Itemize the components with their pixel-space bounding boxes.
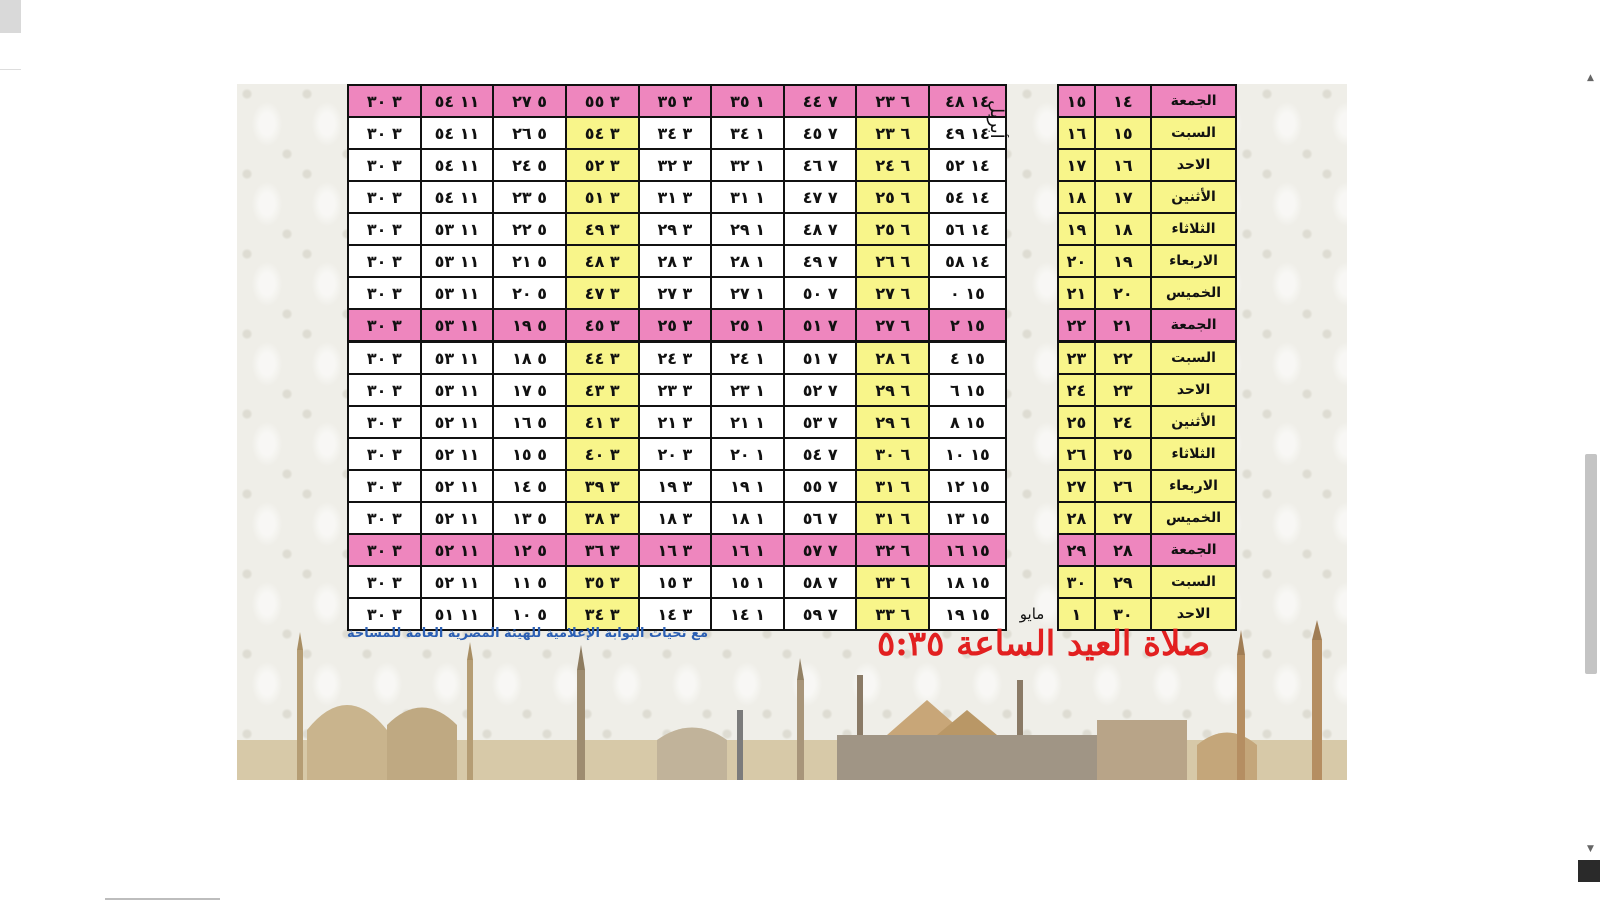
time-cell: ٧ ٥٩ [784, 598, 857, 630]
month-cell [1006, 181, 1058, 213]
prayer-times-table [347, 84, 1237, 631]
table-row [348, 342, 1236, 375]
scrollbar-thumb[interactable] [1585, 454, 1597, 674]
time-cell: ٥ ٢٧ [493, 85, 566, 117]
hijri-day-cell: ٢٥ [1095, 438, 1152, 470]
gregorian-day-cell: ١٨ [1058, 181, 1094, 213]
weekday-cell: الخميس [1151, 502, 1236, 534]
weekday-cell: السبت [1151, 117, 1236, 149]
time-cell: ٧ ٥٥ [784, 470, 857, 502]
time-cell: ٦ ٣١ [856, 502, 929, 534]
month-cell [1006, 277, 1058, 309]
time-cell: ٧ ٤٤ [784, 85, 857, 117]
time-cell: ٣ ٣٥ [639, 85, 712, 117]
prayer-timetable-image [237, 84, 1347, 780]
time-cell: ٣ ٣٠ [348, 149, 421, 181]
time-cell: ٣ ١٨ [639, 502, 712, 534]
time-cell: ١٤ ٥٦ [929, 213, 1006, 245]
time-cell: ١١ ٥٢ [421, 502, 494, 534]
hijri-day-cell: ٢٢ [1095, 342, 1152, 375]
eid-prayer-time: صلاة العيد الساعة ٥:٣٥ [877, 624, 1211, 664]
time-cell: ٣ ٣٠ [348, 85, 421, 117]
divider [0, 69, 21, 70]
time-cell: ٣ ٣٠ [348, 213, 421, 245]
time-cell: ٣ ٤٣ [566, 374, 639, 406]
credit-text: مع تحيات البوابة الإعلامية للهيئة المصرية العامة للمساحة [347, 626, 708, 641]
time-cell: ٦ ٢٩ [856, 406, 929, 438]
time-cell: ٣ ٣٠ [348, 534, 421, 566]
hijri-day-cell: ٢٣ [1095, 374, 1152, 406]
time-cell: ٣ ٤١ [566, 406, 639, 438]
month-cell: مايو [1006, 598, 1058, 630]
hijri-day-cell: ٢٨ [1095, 534, 1152, 566]
table-row [348, 117, 1236, 149]
time-cell: ١٥ ١٨ [929, 566, 1006, 598]
time-cell: ٣ ٣٠ [348, 406, 421, 438]
time-cell: ١٥ ٠ [929, 277, 1006, 309]
time-cell: ١٥ ١٩ [929, 598, 1006, 630]
time-cell: ١ ٢٠ [711, 438, 784, 470]
time-cell: ٥ ١٠ [493, 598, 566, 630]
gregorian-day-cell: ٢٠ [1058, 245, 1094, 277]
time-cell: ٥ ٢٦ [493, 117, 566, 149]
month-cell [1006, 566, 1058, 598]
time-cell: ٣ ٣٠ [348, 374, 421, 406]
time-cell: ١٤ ٥٤ [929, 181, 1006, 213]
time-cell: ٥ ٢١ [493, 245, 566, 277]
time-cell: ١٤ ٥٢ [929, 149, 1006, 181]
gregorian-day-cell: ٢٩ [1058, 534, 1094, 566]
table-row [348, 277, 1236, 309]
gregorian-day-cell: ٢٥ [1058, 406, 1094, 438]
time-cell: ٦ ٣١ [856, 470, 929, 502]
weekday-cell: الجمعة [1151, 534, 1236, 566]
hijri-day-cell: ٢٩ [1095, 566, 1152, 598]
time-cell: ٦ ٢٣ [856, 117, 929, 149]
time-cell: ١ ١٤ [711, 598, 784, 630]
time-cell: ٣ ٢٥ [639, 309, 712, 342]
time-cell: ٣ ٣٠ [348, 502, 421, 534]
hijri-day-cell: ٣٠ [1095, 598, 1152, 630]
table-row [348, 213, 1236, 245]
table-row [348, 309, 1236, 342]
weekday-cell: السبت [1151, 342, 1236, 375]
time-cell: ٣ ٣١ [639, 181, 712, 213]
table-row [348, 566, 1236, 598]
time-cell: ١ ١٦ [711, 534, 784, 566]
time-cell: ٧ ٤٨ [784, 213, 857, 245]
time-cell: ٣ ٣٠ [348, 117, 421, 149]
weekday-cell: الأثنين [1151, 406, 1236, 438]
time-cell: ١١ ٥٣ [421, 309, 494, 342]
hijri-day-cell: ١٦ [1095, 149, 1152, 181]
weekday-cell: الجمعة [1151, 85, 1236, 117]
time-cell: ١١ ٥٣ [421, 245, 494, 277]
time-cell: ٣ ٣٠ [348, 470, 421, 502]
weekday-cell: الاربعاء [1151, 245, 1236, 277]
time-cell: ١١ ٥٤ [421, 85, 494, 117]
hijri-day-cell: ١٧ [1095, 181, 1152, 213]
time-cell: ٣ ٣٠ [348, 438, 421, 470]
time-cell: ٣ ٣٠ [348, 566, 421, 598]
time-cell: ٦ ٢٥ [856, 181, 929, 213]
time-cell: ١ ٢٥ [711, 309, 784, 342]
weekday-cell: الاحد [1151, 149, 1236, 181]
time-cell: ٥ ١١ [493, 566, 566, 598]
time-cell: ٧ ٤٩ [784, 245, 857, 277]
time-cell: ١٥ ٨ [929, 406, 1006, 438]
hijri-day-cell: ٢٦ [1095, 470, 1152, 502]
time-cell: ٥ ٢٠ [493, 277, 566, 309]
time-cell: ٧ ٤٧ [784, 181, 857, 213]
time-cell: ٣ ٢٤ [639, 342, 712, 375]
time-cell: ٣ ١٩ [639, 470, 712, 502]
hijri-day-cell: ١٤ [1095, 85, 1152, 117]
weekday-cell: الجمعة [1151, 309, 1236, 342]
time-cell: ٥ ١٧ [493, 374, 566, 406]
time-cell: ٦ ٣٣ [856, 566, 929, 598]
table-row [348, 502, 1236, 534]
time-cell: ٣ ٤٩ [566, 213, 639, 245]
time-cell: ٧ ٤٥ [784, 117, 857, 149]
time-cell: ٣ ١٤ [639, 598, 712, 630]
time-cell: ٣ ١٦ [639, 534, 712, 566]
time-cell: ١١ ٥١ [421, 598, 494, 630]
time-cell: ٥ ١٨ [493, 342, 566, 375]
time-cell: ١١ ٥٤ [421, 117, 494, 149]
month-cell [1006, 117, 1058, 149]
time-cell: ٣ ٤٠ [566, 438, 639, 470]
table-row [348, 534, 1236, 566]
time-cell: ٦ ٣٣ [856, 598, 929, 630]
month-label-april: أبريل [986, 100, 1007, 139]
time-cell: ١٤ ٤٩ [929, 117, 1006, 149]
time-cell: ١١ ٥٣ [421, 342, 494, 375]
time-cell: ٥ ١٦ [493, 406, 566, 438]
time-cell: ١ ٢٨ [711, 245, 784, 277]
time-cell: ٧ ٤٦ [784, 149, 857, 181]
time-cell: ٣ ٢١ [639, 406, 712, 438]
month-cell [1006, 470, 1058, 502]
time-cell: ٥ ١٤ [493, 470, 566, 502]
gregorian-day-cell: ٢٢ [1058, 309, 1094, 342]
month-cell [1006, 438, 1058, 470]
cairo-skyline-illustration [237, 620, 1347, 780]
table-row [348, 245, 1236, 277]
time-cell: ٣ ٤٥ [566, 309, 639, 342]
time-cell: ٦ ٢٥ [856, 213, 929, 245]
time-cell: ٧ ٥١ [784, 309, 857, 342]
time-cell: ١ ٣٤ [711, 117, 784, 149]
time-cell: ٥ ١٥ [493, 438, 566, 470]
time-cell: ١١ ٥٢ [421, 470, 494, 502]
weekday-cell: الثلاثاء [1151, 438, 1236, 470]
time-cell: ٣ ٣٢ [639, 149, 712, 181]
month-cell [1006, 309, 1058, 342]
weekday-cell: الخميس [1151, 277, 1236, 309]
time-cell: ٣ ٣٥ [566, 566, 639, 598]
month-cell [1006, 374, 1058, 406]
weekday-cell: الأثنين [1151, 181, 1236, 213]
time-cell: ٥ ١٢ [493, 534, 566, 566]
table-row [348, 374, 1236, 406]
time-cell: ٥ ٢٤ [493, 149, 566, 181]
time-cell: ٦ ٣٢ [856, 534, 929, 566]
hijri-day-cell: ٢٧ [1095, 502, 1152, 534]
table-row [348, 85, 1236, 117]
time-cell: ٣ ٢٧ [639, 277, 712, 309]
time-cell: ١٥ ٦ [929, 374, 1006, 406]
time-cell: ١٤ ٥٨ [929, 245, 1006, 277]
gregorian-day-cell: ٢١ [1058, 277, 1094, 309]
time-cell: ٣ ٣٠ [348, 598, 421, 630]
time-cell: ٣ ٤٤ [566, 342, 639, 375]
corner-widget[interactable] [1578, 860, 1600, 882]
time-cell: ١١ ٥٢ [421, 534, 494, 566]
time-cell: ١١ ٥٤ [421, 181, 494, 213]
time-cell: ١١ ٥٢ [421, 438, 494, 470]
month-cell [1006, 245, 1058, 277]
time-cell: ١ ٣٥ [711, 85, 784, 117]
time-cell: ١١ ٥٢ [421, 566, 494, 598]
gregorian-day-cell: ٣٠ [1058, 566, 1094, 598]
hijri-day-cell: ٢١ [1095, 309, 1152, 342]
weekday-cell: الاحد [1151, 598, 1236, 630]
scroll-down-arrow-icon[interactable]: ▼ [1587, 844, 1594, 854]
time-cell: ٧ ٥٢ [784, 374, 857, 406]
weekday-cell: السبت [1151, 566, 1236, 598]
time-cell: ٧ ٥٧ [784, 534, 857, 566]
time-cell: ١١ ٥٤ [421, 149, 494, 181]
gregorian-day-cell: ٢٨ [1058, 502, 1094, 534]
time-cell: ٣ ٣٠ [348, 245, 421, 277]
month-cell [1006, 342, 1058, 375]
time-cell: ١٤ ٤٨ [929, 85, 1006, 117]
hijri-day-cell: ١٩ [1095, 245, 1152, 277]
time-cell: ٣ ٣٦ [566, 534, 639, 566]
weekday-cell: الثلاثاء [1151, 213, 1236, 245]
gregorian-day-cell: ١٧ [1058, 149, 1094, 181]
time-cell: ٧ ٥٠ [784, 277, 857, 309]
time-cell: ٣ ٢٣ [639, 374, 712, 406]
time-cell: ٦ ٢٤ [856, 149, 929, 181]
hijri-day-cell: ١٨ [1095, 213, 1152, 245]
month-cell [1006, 149, 1058, 181]
time-cell: ٣ ٥٤ [566, 117, 639, 149]
time-cell: ٣ ٣٠ [348, 309, 421, 342]
month-cell [1006, 406, 1058, 438]
time-cell: ٥ ٢٣ [493, 181, 566, 213]
time-cell: ٣ ٥١ [566, 181, 639, 213]
time-cell: ١ ٢١ [711, 406, 784, 438]
time-cell: ٦ ٢٨ [856, 342, 929, 375]
month-cell [1006, 534, 1058, 566]
gregorian-day-cell: ٢٦ [1058, 438, 1094, 470]
time-cell: ١ ٢٣ [711, 374, 784, 406]
time-cell: ١ ٢٩ [711, 213, 784, 245]
time-cell: ٣ ٣٠ [348, 342, 421, 375]
table-row [348, 181, 1236, 213]
time-cell: ١٥ ٤ [929, 342, 1006, 375]
time-cell: ٣ ٣٩ [566, 470, 639, 502]
time-cell: ٣ ٢٠ [639, 438, 712, 470]
gregorian-day-cell: ١٦ [1058, 117, 1094, 149]
time-cell: ٣ ٥٢ [566, 149, 639, 181]
time-cell: ٥ ٢٢ [493, 213, 566, 245]
time-cell: ١ ٢٧ [711, 277, 784, 309]
time-cell: ٧ ٥٨ [784, 566, 857, 598]
time-cell: ٥ ١٩ [493, 309, 566, 342]
time-cell: ٣ ٣٠ [348, 277, 421, 309]
time-cell: ١٥ ١٠ [929, 438, 1006, 470]
time-cell: ٣ ٤٧ [566, 277, 639, 309]
time-cell: ٦ ٢٧ [856, 309, 929, 342]
time-cell: ٣ ٣٤ [639, 117, 712, 149]
time-cell: ١٥ ٢ [929, 309, 1006, 342]
hijri-day-cell: ١٥ [1095, 117, 1152, 149]
toolbar-fragment [0, 0, 21, 33]
time-cell: ٦ ٣٠ [856, 438, 929, 470]
time-cell: ١ ١٨ [711, 502, 784, 534]
hijri-day-cell: ٢٤ [1095, 406, 1152, 438]
time-cell: ٥ ١٣ [493, 502, 566, 534]
time-cell: ٦ ٢٦ [856, 245, 929, 277]
table-row [348, 406, 1236, 438]
weekday-cell: الاحد [1151, 374, 1236, 406]
month-cell [1006, 213, 1058, 245]
time-cell: ١١ ٥٢ [421, 406, 494, 438]
gregorian-day-cell: ٢٧ [1058, 470, 1094, 502]
time-cell: ١٥ ١٣ [929, 502, 1006, 534]
time-cell: ١ ١٩ [711, 470, 784, 502]
time-cell: ٦ ٢٩ [856, 374, 929, 406]
time-cell: ٣ ٢٨ [639, 245, 712, 277]
time-cell: ١ ٢٤ [711, 342, 784, 375]
gregorian-day-cell: ١ [1058, 598, 1094, 630]
time-cell: ٣ ٣٤ [566, 598, 639, 630]
time-cell: ٣ ٥٥ [566, 85, 639, 117]
time-cell: ١١ ٥٣ [421, 277, 494, 309]
gregorian-day-cell: ١٩ [1058, 213, 1094, 245]
month-cell [1006, 502, 1058, 534]
table-row [348, 470, 1236, 502]
time-cell: ١١ ٥٣ [421, 213, 494, 245]
time-cell: ٦ ٢٧ [856, 277, 929, 309]
gregorian-day-cell: ١٥ [1058, 85, 1094, 117]
time-cell: ١١ ٥٣ [421, 374, 494, 406]
time-cell: ٧ ٥٤ [784, 438, 857, 470]
scroll-up-arrow-icon[interactable]: ▲ [1587, 73, 1594, 83]
time-cell: ٣ ٢٩ [639, 213, 712, 245]
month-cell [1006, 85, 1058, 117]
time-cell: ٦ ٢٣ [856, 85, 929, 117]
time-cell: ٧ ٥٦ [784, 502, 857, 534]
time-cell: ١ ١٥ [711, 566, 784, 598]
table-row [348, 438, 1236, 470]
time-cell: ٣ ٣٠ [348, 181, 421, 213]
time-cell: ١٥ ١٦ [929, 534, 1006, 566]
time-cell: ١ ٣٢ [711, 149, 784, 181]
table-row [348, 149, 1236, 181]
time-cell: ٧ ٥١ [784, 342, 857, 375]
time-cell: ١٥ ١٢ [929, 470, 1006, 502]
hijri-day-cell: ٢٠ [1095, 277, 1152, 309]
time-cell: ١ ٣١ [711, 181, 784, 213]
time-cell: ٣ ٣٨ [566, 502, 639, 534]
time-cell: ٣ ٤٨ [566, 245, 639, 277]
gregorian-day-cell: ٢٣ [1058, 342, 1094, 375]
weekday-cell: الاربعاء [1151, 470, 1236, 502]
time-cell: ٣ ١٥ [639, 566, 712, 598]
time-cell: ٧ ٥٣ [784, 406, 857, 438]
gregorian-day-cell: ٢٤ [1058, 374, 1094, 406]
